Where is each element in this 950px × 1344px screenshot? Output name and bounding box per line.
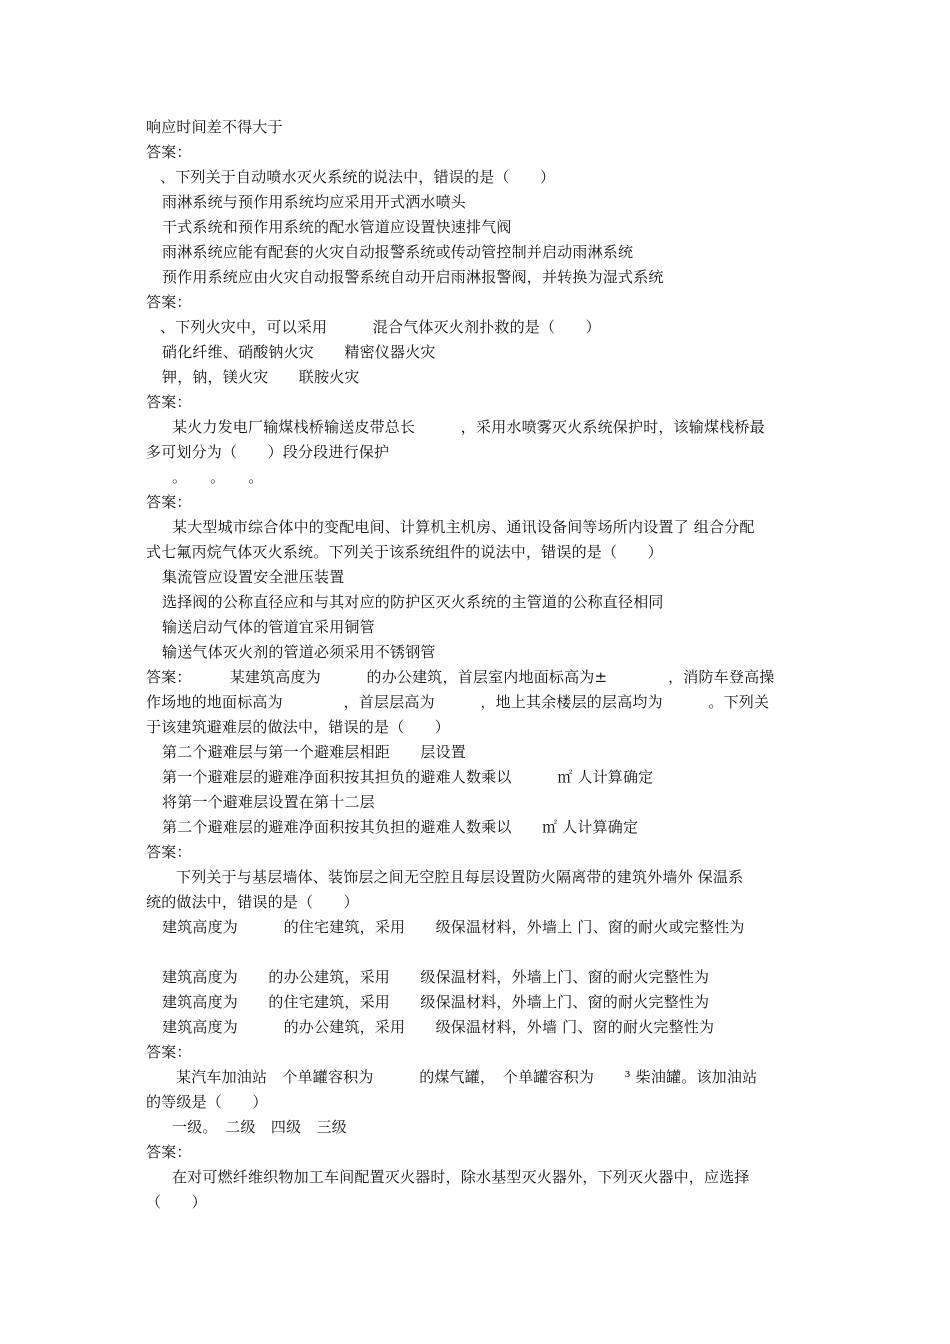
- option-text: 硝化纤维、硝酸钠火灾 精密仪器火灾: [162, 343, 436, 361]
- question-text: 下列关于与基层墙体、装饰层之间无空腔且每层设置防火隔离带的建筑外墙外 保温系: [176, 868, 744, 886]
- question-text: 多可划分为（ ）段分段进行保护: [146, 443, 390, 461]
- answer-label: 答案：: [146, 1043, 192, 1061]
- question-text: （ ）: [146, 1193, 207, 1211]
- option-text: 雨淋系统应能有配套的火灾自动报警系统或传动管控制并启动雨淋系统: [162, 243, 634, 261]
- question-text: 答案： 某建筑高度为 的办公建筑，首层室内地面标高为± ，消防车登高操: [146, 668, 775, 686]
- option-text: 输送启动气体的管道宜采用铜管: [162, 618, 375, 636]
- option-text: 钾，钠，镁火灾 联胺火灾: [162, 368, 360, 386]
- question-text: 式七氟丙烷气体灭火系统。下列关于该系统组件的说法中，错误的是（ ）: [146, 543, 663, 561]
- option-text: 集流管应设置安全泄压装置: [162, 568, 345, 586]
- question-text: 某汽车加油站 个单罐容积为 的煤气罐， 个单罐容积为 ³ 柴油罐。该加油站: [176, 1068, 758, 1086]
- question-text: 在对可燃纤维织物加工车间配置灭火器时，除水基型灭火器外，下列灭火器中，应选择: [172, 1168, 750, 1186]
- answer-label: 答案：: [146, 1143, 192, 1161]
- option-text: 建筑高度为 的住宅建筑，采用 级保温材料，外墙上 门、窗的耐火或完整性为: [162, 918, 745, 936]
- question-text: 于该建筑避难层的做法中，错误的是（ ）: [146, 718, 451, 736]
- option-text: 建筑高度为 的住宅建筑，采用 级保温材料，外墙上门、窗的耐火完整性为: [162, 993, 710, 1011]
- option-text: 输送气体灭火剂的管道必须采用不锈钢管: [162, 643, 436, 661]
- option-text: 第一个避难层的避难净面积按其担负的避难人数乘以 ㎡ 人计算确定: [162, 768, 654, 786]
- answer-label: 答案：: [146, 843, 192, 861]
- question-text: 某火力发电厂输煤栈桥输送皮带总长 ，采用水喷雾灭火系统保护时，该输煤栈桥最: [172, 418, 765, 436]
- option-text: 。 。 。: [172, 468, 264, 486]
- text-line: 响应时间差不得大于: [146, 118, 283, 136]
- option-text: 一级。 二级 四级 三级: [172, 1118, 347, 1136]
- option-text: 将第一个避难层设置在第十二层: [162, 793, 375, 811]
- option-text: 建筑高度为 的办公建筑，采用 级保温材料，外墙 门、窗的耐火完整性为: [162, 1018, 715, 1036]
- option-text: 雨淋系统与预作用系统均应采用开式洒水喷头: [162, 193, 467, 211]
- question-text: 、下列关于自动喷水灭火系统的说法中，错误的是（ ）: [160, 168, 556, 186]
- question-text: 的等级是（ ）: [146, 1093, 268, 1111]
- option-text: 第二个避难层与第一个避难层相距 层设置: [162, 743, 467, 761]
- answer-label: 答案：: [146, 493, 192, 511]
- answer-label: 答案：: [146, 293, 192, 311]
- option-text: 第二个避难层的避难净面积按其负担的避难人数乘以 ㎡ 人计算确定: [162, 818, 639, 836]
- question-text: 某大型城市综合体中的变配电间、计算机主机房、通讯设备间等场所内设置了 组合分配: [172, 518, 755, 536]
- question-text: 、下列火灾中，可以采用 混合气体灭火剂扑救的是（ ）: [160, 318, 601, 336]
- option-text: 预作用系统应由火灾自动报警系统自动开启雨淋报警阀，并转换为湿式系统: [162, 268, 664, 286]
- answer-label: 答案：: [146, 143, 192, 161]
- option-text: 干式系统和预作用系统的配水管道应设置快速排气阀: [162, 218, 512, 236]
- question-text: 统的做法中，错误的是（ ）: [146, 893, 359, 911]
- option-text: 选择阀的公称直径应和与其对应的防护区灭火系统的主管道的公称直径相同: [162, 593, 664, 611]
- answer-label: 答案：: [146, 393, 192, 411]
- option-text: 建筑高度为 的办公建筑，采用 级保温材料，外墙上门、窗的耐火完整性为: [162, 968, 710, 986]
- question-text: 作场地的地面标高为 ，首层层高为 ，地上其余楼层的层高均为 。下列关: [146, 693, 770, 711]
